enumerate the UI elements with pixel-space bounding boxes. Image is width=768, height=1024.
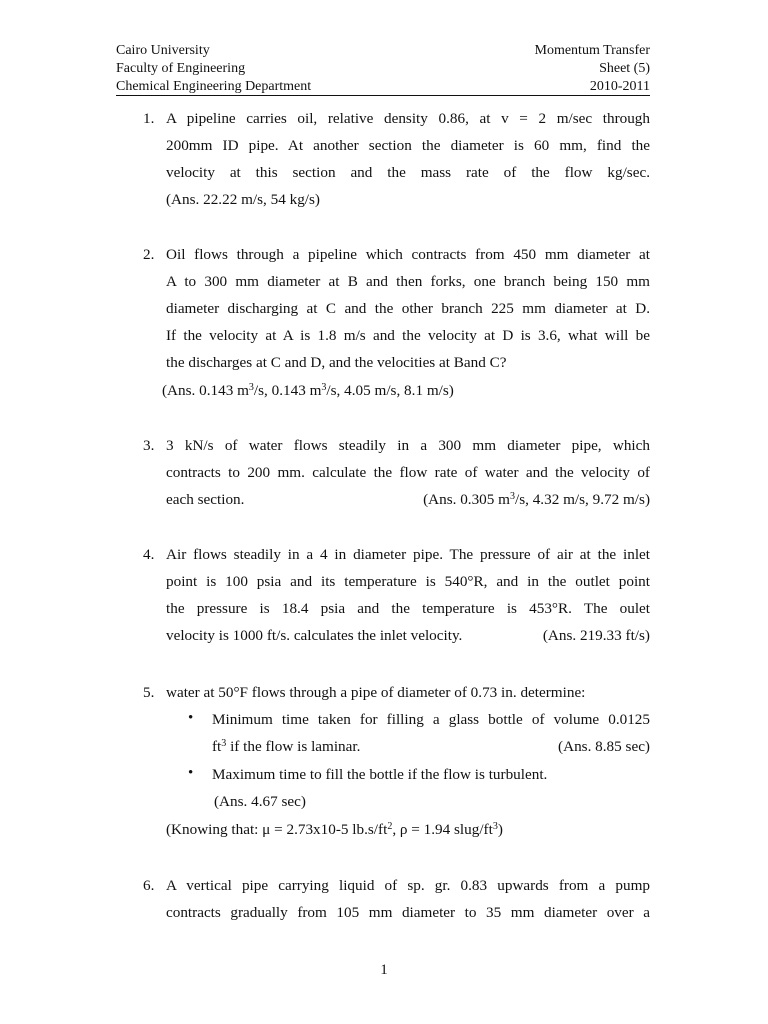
problem-line: the pressure is 18.4 psia and the temperature is 453°R. The oulet [166, 600, 650, 617]
problem-line: velocity at this section and the mass rate of the flow kg/sec. [166, 164, 650, 181]
problem-line: contracts gradually from 105 mm diameter to 35 mm diameter over a [166, 904, 650, 921]
problem-line: A vertical pipe carrying liquid of sp. gr. 0.83 upwards from a pump [166, 877, 650, 894]
problem-number: 2. [143, 246, 155, 263]
bullet-answer: (Ans. 8.85 sec) [558, 738, 650, 755]
problem-line: 3 kN/s of water flows steadily in a 300 mm diameter pipe, which [166, 437, 650, 454]
problem-line: A pipeline carries oil, relative density 0.86, at v = 2 m/sec through [166, 110, 650, 127]
header-year: 2010-2011 [589, 79, 650, 94]
problem-line: contracts to 200 mm. calculate the flow rate of water and the velocity of [166, 464, 650, 481]
problem-answer: (Ans. 0.305 $m^3/s$, 4.32 m/s, 9.72 m/s) [423, 491, 650, 508]
header-faculty: Faculty of Engineering [116, 61, 246, 76]
problem-line: point is 100 psia and its temperature is 540°R, and in the outlet point [166, 573, 650, 590]
problem-line: Oil flows through a pipeline which contracts from 450 mm diameter at [166, 246, 650, 263]
problem-answer: (Ans. 0.143 $m^3/s$, 0.143 $m^3/s$, 4.05 m/s, 8.1 m/s) [162, 382, 454, 399]
problem-line: each section. [166, 491, 245, 508]
bullet-line: Minimum time taken for filling a glass bottle of volume 0.0125 [212, 711, 650, 728]
problem-line: A to 300 mm diameter at B and then forks, one branch being 150 mm [166, 273, 650, 290]
bullet-line: $ft^3$ if the flow is laminar. [212, 738, 361, 755]
problem-line: If the velocity at A is 1.8 m/s and the velocity at D is 3.6, what will be [166, 327, 650, 344]
bullet-icon: • [188, 710, 194, 726]
problem-line: diameter discharging at C and the other branch 225 mm diameter at D. [166, 300, 650, 317]
problem-answer: (Ans. 219.33 ft/s) [542, 627, 650, 644]
problem-line: the discharges at C and D, and the velocities at Band C? [166, 354, 507, 371]
header-course: Momentum Transfer [534, 43, 650, 58]
header-university: Cairo University [116, 43, 210, 58]
problem-line: velocity is 1000 ft/s. calculates the inlet velocity. [166, 627, 463, 644]
bullet-line: Maximum time to fill the bottle if the flow is turbulent. [212, 766, 548, 783]
bullet-answer: (Ans. 4.67 sec) [214, 793, 306, 810]
header-rule [116, 95, 650, 96]
problem-number: 4. [143, 546, 155, 563]
problem-number: 3. [143, 437, 155, 454]
knowing-that: (Knowing that: μ = 2.73x10-5 $lb.s/ft^2$, ρ = 1.94 slug/$ft^3$) [166, 821, 503, 838]
problem-number: 1. [143, 110, 155, 127]
problem-number: 5. [143, 684, 155, 701]
problem-answer: (Ans. 22.22 m/s, 54 kg/s) [166, 191, 320, 208]
problem-line: 200mm ID pipe. At another section the diameter is 60 mm, find the [166, 137, 650, 154]
problem-number: 6. [143, 877, 155, 894]
page-number: 1 [380, 962, 388, 978]
problem-line: Air flows steadily in a 4 in diameter pipe. The pressure of air at the inlet [166, 546, 650, 563]
header-sheet: Sheet (5) [599, 61, 650, 76]
header-department: Chemical Engineering Department [116, 79, 312, 94]
bullet-icon: • [188, 765, 194, 781]
problem-line: water at 50°F flows through a pipe of diameter of 0.73 in. determine: [166, 684, 586, 701]
